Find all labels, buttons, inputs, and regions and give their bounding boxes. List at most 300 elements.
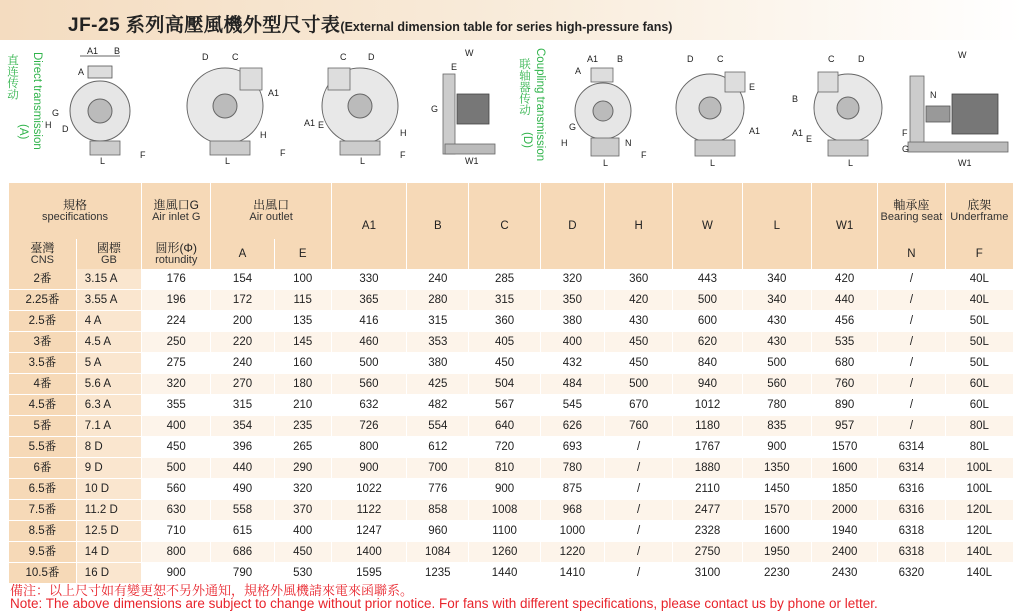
- table-cell: 840: [673, 353, 742, 374]
- table-cell: 500: [673, 290, 742, 311]
- table-cell: 535: [812, 332, 878, 353]
- table-cell: 558: [211, 500, 274, 521]
- table-cell: 900: [331, 458, 406, 479]
- title-main: JF-25 系列高壓風機外型尺寸表: [68, 15, 341, 36]
- table-cell: 425: [407, 374, 469, 395]
- table-cell: 320: [274, 479, 331, 500]
- header-cns: [9, 239, 76, 269]
- dim-label-h: H: [45, 120, 52, 130]
- table-cell: 790: [211, 563, 274, 584]
- table-cell: 900: [142, 563, 211, 584]
- table-cell: 285: [469, 269, 540, 290]
- header-d: D: [540, 183, 604, 269]
- table-cell: 400: [540, 332, 604, 353]
- header-bearing-zh: 軸承座: [893, 198, 930, 212]
- table-cell: 1600: [742, 521, 811, 542]
- table-cell: 160: [274, 353, 331, 374]
- table-cell: 500: [605, 374, 673, 395]
- svg-text:G: G: [569, 122, 577, 132]
- table-cell: 890: [812, 395, 878, 416]
- diagram-coupling-front-right: [790, 46, 900, 168]
- table-cell: 560: [331, 374, 406, 395]
- header-cns-zh: 臺灣: [30, 241, 55, 255]
- table-cell: 2110: [673, 479, 742, 500]
- table-row: [9, 542, 1014, 563]
- table-cell: 340: [742, 269, 811, 290]
- table-cell: 265: [274, 437, 331, 458]
- table-cell: 450: [605, 332, 673, 353]
- cell-gb: 3.15 A: [76, 269, 141, 290]
- table-cell: 6318: [878, 542, 945, 563]
- note-chinese: 備注：以上尺寸如有變更恕不另外通知，規格外風機請來電來函聯系。: [10, 583, 414, 598]
- table-cell: 6318: [878, 521, 945, 542]
- table-cell: 196: [142, 290, 211, 311]
- table-cell: 900: [742, 437, 811, 458]
- table-cell: 275: [142, 353, 211, 374]
- table-cell: 1012: [673, 395, 742, 416]
- table-cell: 365: [331, 290, 406, 311]
- table-cell: /: [878, 290, 945, 311]
- table-cell: 554: [407, 416, 469, 437]
- svg-text:L: L: [848, 158, 854, 168]
- table-cell: 968: [540, 500, 604, 521]
- dim-label-w1: W1: [465, 156, 479, 166]
- table-row: [9, 521, 1014, 542]
- table-cell: 1595: [331, 563, 406, 584]
- table-cell: /: [605, 542, 673, 563]
- diagram-coupling-side: [555, 46, 655, 168]
- table-cell: 1122: [331, 500, 406, 521]
- cell-gb: 10 D: [76, 479, 141, 500]
- cell-cns: 10.5番: [9, 563, 76, 584]
- table-cell: 835: [742, 416, 811, 437]
- table-cell: 720: [469, 437, 540, 458]
- table-cell: 460: [331, 332, 406, 353]
- table-cell: 2328: [673, 521, 742, 542]
- table-row: [9, 353, 1014, 374]
- table-cell: 6316: [878, 500, 945, 521]
- svg-text:C: C: [340, 52, 347, 62]
- table-cell: 432: [540, 353, 604, 374]
- table-cell: 120L: [945, 521, 1013, 542]
- table-cell: 450: [605, 353, 673, 374]
- table-cell: 450: [469, 353, 540, 374]
- table-cell: 210: [274, 395, 331, 416]
- dim-label-w: W: [465, 48, 474, 58]
- table-cell: 2750: [673, 542, 742, 563]
- svg-text:G: G: [431, 104, 439, 114]
- svg-text:D: D: [368, 52, 375, 62]
- table-cell: 1100: [469, 521, 540, 542]
- table-cell: 800: [331, 437, 406, 458]
- table-cell: 1400: [331, 542, 406, 563]
- header-cns-en: CNS: [30, 254, 55, 266]
- header-n: N: [878, 239, 945, 269]
- header-inlet-en: Air inlet G: [152, 211, 201, 223]
- table-cell: 350: [540, 290, 604, 311]
- svg-text:E: E: [318, 120, 325, 130]
- direct-label-code: (A): [17, 124, 29, 140]
- cell-cns: 2番: [9, 269, 76, 290]
- table-cell: 380: [540, 311, 604, 332]
- table-cell: 396: [211, 437, 274, 458]
- table-cell: 315: [469, 290, 540, 311]
- header-bearing: [878, 183, 945, 239]
- table-row: [9, 479, 1014, 500]
- coupling-label-en: Coupling transmission: [534, 48, 546, 162]
- svg-text:D: D: [202, 52, 209, 62]
- table-cell: 776: [407, 479, 469, 500]
- svg-text:F: F: [400, 150, 406, 160]
- table-cell: 80L: [945, 437, 1013, 458]
- table-cell: 200: [211, 311, 274, 332]
- table-cell: 456: [812, 311, 878, 332]
- table-cell: 320: [142, 374, 211, 395]
- table-cell: 60L: [945, 395, 1013, 416]
- cell-cns: 6.5番: [9, 479, 76, 500]
- cell-cns: 2.5番: [9, 311, 76, 332]
- table-cell: 430: [742, 311, 811, 332]
- svg-text:A1: A1: [304, 118, 316, 128]
- header-outlet-en: Air outlet: [249, 211, 293, 223]
- table-cell: 290: [274, 458, 331, 479]
- cell-gb: 12.5 D: [76, 521, 141, 542]
- dim-label-d: D: [62, 124, 69, 134]
- svg-text:A1: A1: [268, 88, 280, 98]
- table-cell: 50L: [945, 332, 1013, 353]
- svg-text:H: H: [561, 138, 568, 148]
- table-cell: 693: [540, 437, 604, 458]
- cell-cns: 7.5番: [9, 500, 76, 521]
- table-cell: 380: [407, 353, 469, 374]
- header-a: A: [211, 239, 274, 269]
- table-cell: 726: [331, 416, 406, 437]
- header-frame-en: Underframe: [950, 211, 1009, 223]
- cell-gb: 14 D: [76, 542, 141, 563]
- cell-cns: 3.5番: [9, 353, 76, 374]
- table-cell: 760: [605, 416, 673, 437]
- table-cell: 858: [407, 500, 469, 521]
- table-cell: 440: [211, 458, 274, 479]
- table-cell: 600: [673, 311, 742, 332]
- table-cell: 640: [469, 416, 540, 437]
- table-cell: 1940: [812, 521, 878, 542]
- svg-text:L: L: [225, 156, 231, 166]
- table-cell: 450: [274, 542, 331, 563]
- table-row: [9, 416, 1014, 437]
- header-outlet: [211, 183, 331, 239]
- cell-cns: 4.5番: [9, 395, 76, 416]
- table-cell: 40L: [945, 290, 1013, 311]
- header-inlet: [142, 183, 211, 239]
- header-spec: [9, 183, 142, 239]
- table-cell: 1570: [742, 500, 811, 521]
- table-cell: 504: [469, 374, 540, 395]
- cell-gb: 3.55 A: [76, 290, 141, 311]
- table-row: [9, 269, 1014, 290]
- table-cell: 270: [211, 374, 274, 395]
- table-cell: 172: [211, 290, 274, 311]
- table-cell: 3100: [673, 563, 742, 584]
- header-h: H: [605, 183, 673, 269]
- table-cell: 180: [274, 374, 331, 395]
- header-frame-zh: 底架: [967, 198, 992, 212]
- table-cell: 1235: [407, 563, 469, 584]
- table-cell: 800: [142, 542, 211, 563]
- table-cell: 1440: [469, 563, 540, 584]
- table-cell: 760: [812, 374, 878, 395]
- table-cell: 405: [469, 332, 540, 353]
- table-cell: 420: [605, 290, 673, 311]
- table-cell: 100L: [945, 458, 1013, 479]
- table-cell: 330: [331, 269, 406, 290]
- diagram-direct-motor: [425, 46, 510, 168]
- table-cell: 500: [742, 353, 811, 374]
- table-cell: 280: [407, 290, 469, 311]
- svg-text:W: W: [958, 50, 967, 60]
- table-cell: 140L: [945, 542, 1013, 563]
- table-cell: 360: [469, 311, 540, 332]
- direct-label-zh: 直连传动: [6, 54, 18, 100]
- table-cell: 960: [407, 521, 469, 542]
- svg-text:D: D: [687, 54, 694, 64]
- table-cell: 630: [142, 500, 211, 521]
- title-english: (External dimension table for series high-pressure fans): [340, 20, 673, 34]
- table-cell: 1008: [469, 500, 540, 521]
- svg-text:W1: W1: [958, 158, 972, 168]
- svg-text:B: B: [792, 94, 799, 104]
- table-cell: /: [878, 353, 945, 374]
- dim-label-a: A: [78, 67, 85, 77]
- table-cell: 710: [142, 521, 211, 542]
- table-cell: 140L: [945, 563, 1013, 584]
- table-cell: 1850: [812, 479, 878, 500]
- table-cell: 940: [673, 374, 742, 395]
- table-cell: 360: [605, 269, 673, 290]
- table-cell: 370: [274, 500, 331, 521]
- header-spec-en: specifications: [42, 211, 109, 223]
- table-cell: 780: [742, 395, 811, 416]
- header-bearing-en: Bearing seat: [880, 211, 943, 223]
- table-cell: 2000: [812, 500, 878, 521]
- table-cell: 6314: [878, 458, 945, 479]
- table-cell: 500: [142, 458, 211, 479]
- table-cell: /: [878, 269, 945, 290]
- table-cell: 120L: [945, 500, 1013, 521]
- svg-text:A: A: [575, 66, 582, 76]
- table-cell: 400: [142, 416, 211, 437]
- header-w1: W1: [812, 183, 878, 269]
- table-cell: 482: [407, 395, 469, 416]
- table-cell: 154: [211, 269, 274, 290]
- svg-text:N: N: [625, 138, 632, 148]
- dim-label-g: G: [52, 108, 60, 118]
- table-cell: 450: [142, 437, 211, 458]
- svg-text:C: C: [232, 52, 239, 62]
- table-cell: 224: [142, 311, 211, 332]
- table-cell: 400: [274, 521, 331, 542]
- table-cell: 2430: [812, 563, 878, 584]
- table-cell: 135: [274, 311, 331, 332]
- table-cell: /: [878, 416, 945, 437]
- table-cell: 560: [142, 479, 211, 500]
- table-cell: 315: [407, 311, 469, 332]
- table-cell: 440: [812, 290, 878, 311]
- table-row: [9, 290, 1014, 311]
- cell-cns: 5.5番: [9, 437, 76, 458]
- svg-text:L: L: [603, 158, 609, 168]
- table-cell: 6320: [878, 563, 945, 584]
- table-cell: /: [878, 374, 945, 395]
- cell-gb: 9 D: [76, 458, 141, 479]
- table-cell: 1880: [673, 458, 742, 479]
- header-inlet-zh: 進風口G: [153, 198, 199, 212]
- svg-text:E: E: [806, 134, 813, 144]
- page-title: [68, 10, 672, 37]
- table-cell: 6316: [878, 479, 945, 500]
- table-cell: /: [605, 458, 673, 479]
- table-cell: /: [878, 395, 945, 416]
- header-round: [142, 239, 211, 269]
- svg-text:N: N: [930, 90, 937, 100]
- table-cell: 670: [605, 395, 673, 416]
- header-gb-en: GB: [100, 254, 117, 266]
- table-cell: 490: [211, 479, 274, 500]
- table-cell: 315: [211, 395, 274, 416]
- table-cell: 875: [540, 479, 604, 500]
- table-cell: /: [878, 332, 945, 353]
- table-row: [9, 311, 1014, 332]
- table-cell: 1247: [331, 521, 406, 542]
- cell-gb: 11.2 D: [76, 500, 141, 521]
- table-cell: 100L: [945, 479, 1013, 500]
- table-cell: 1220: [540, 542, 604, 563]
- note-english: Note: The above dimensions are subject to change without prior notice. For fans with different specifications, please contact us by phone or letter.: [10, 596, 878, 611]
- dim-label-e: E: [451, 62, 458, 72]
- svg-text:B: B: [617, 54, 624, 64]
- diagram-direct-front-right: [300, 46, 410, 168]
- table-cell: 176: [142, 269, 211, 290]
- table-cell: /: [605, 563, 673, 584]
- table-cell: 1600: [812, 458, 878, 479]
- header-l: L: [742, 183, 811, 269]
- diagram-direct-front: [180, 46, 290, 168]
- table-cell: 416: [331, 311, 406, 332]
- dim-label-l: L: [100, 156, 106, 166]
- header-e: E: [274, 239, 331, 269]
- table-cell: 545: [540, 395, 604, 416]
- table-cell: /: [878, 311, 945, 332]
- table-cell: 240: [407, 269, 469, 290]
- svg-text:H: H: [400, 128, 407, 138]
- cell-cns: 5番: [9, 416, 76, 437]
- table-cell: /: [605, 521, 673, 542]
- diagram-coupling-motor: [900, 46, 1020, 168]
- cell-cns: 9.5番: [9, 542, 76, 563]
- table-cell: 145: [274, 332, 331, 353]
- dim-label-f: F: [140, 150, 146, 160]
- cell-gb: 4.5 A: [76, 332, 141, 353]
- cell-gb: 6.3 A: [76, 395, 141, 416]
- table-cell: 1350: [742, 458, 811, 479]
- table-cell: 250: [142, 332, 211, 353]
- table-cell: 240: [211, 353, 274, 374]
- cell-cns: 3番: [9, 332, 76, 353]
- svg-text:D: D: [858, 54, 865, 64]
- header-round-zh: 圆形(Φ): [155, 241, 198, 255]
- cell-cns: 8.5番: [9, 521, 76, 542]
- table-cell: 686: [211, 542, 274, 563]
- header-frame: [945, 183, 1013, 239]
- table-cell: 1084: [407, 542, 469, 563]
- table-cell: 632: [331, 395, 406, 416]
- table-cell: 1180: [673, 416, 742, 437]
- cell-cns: 4番: [9, 374, 76, 395]
- svg-text:F: F: [641, 150, 647, 160]
- table-body: [9, 269, 1014, 584]
- table-cell: 6314: [878, 437, 945, 458]
- table-cell: 354: [211, 416, 274, 437]
- svg-text:F: F: [902, 128, 908, 138]
- coupling-label-zh: 联轴器传动: [518, 58, 530, 116]
- table-cell: 40L: [945, 269, 1013, 290]
- table-cell: 115: [274, 290, 331, 311]
- svg-text:G: G: [902, 144, 910, 154]
- table-cell: 612: [407, 437, 469, 458]
- table-cell: 420: [812, 269, 878, 290]
- dimension-diagrams: [0, 44, 1023, 176]
- table-cell: 340: [742, 290, 811, 311]
- table-cell: 1950: [742, 542, 811, 563]
- table-cell: /: [605, 500, 673, 521]
- table-cell: 530: [274, 563, 331, 584]
- table-cell: 2230: [742, 563, 811, 584]
- header-outlet-zh: 出風口: [253, 198, 290, 212]
- table-cell: 1000: [540, 521, 604, 542]
- svg-text:A1: A1: [587, 54, 599, 64]
- table-cell: 443: [673, 269, 742, 290]
- table-cell: 2400: [812, 542, 878, 563]
- table-cell: 900: [469, 479, 540, 500]
- table-cell: 700: [407, 458, 469, 479]
- table-cell: 626: [540, 416, 604, 437]
- table-cell: 80L: [945, 416, 1013, 437]
- cell-cns: 6番: [9, 458, 76, 479]
- svg-text:A1: A1: [749, 126, 761, 136]
- table-cell: 50L: [945, 353, 1013, 374]
- dim-label-a1: A1: [87, 46, 99, 56]
- dimension-table: [9, 183, 1014, 584]
- table-cell: 680: [812, 353, 878, 374]
- cell-gb: 5.6 A: [76, 374, 141, 395]
- cell-gb: 4 A: [76, 311, 141, 332]
- svg-text:F: F: [280, 148, 286, 158]
- table-cell: 810: [469, 458, 540, 479]
- header-spec-zh: 規格: [63, 198, 88, 212]
- table-cell: 1570: [812, 437, 878, 458]
- table-cell: 560: [742, 374, 811, 395]
- table-row: [9, 458, 1014, 479]
- table-cell: 957: [812, 416, 878, 437]
- table-cell: 567: [469, 395, 540, 416]
- table-cell: /: [605, 479, 673, 500]
- header-gb-zh: 國標: [96, 241, 121, 255]
- header-f: F: [945, 239, 1013, 269]
- table-cell: 50L: [945, 311, 1013, 332]
- table-cell: 1022: [331, 479, 406, 500]
- table-cell: 780: [540, 458, 604, 479]
- header-a1: A1: [331, 183, 406, 269]
